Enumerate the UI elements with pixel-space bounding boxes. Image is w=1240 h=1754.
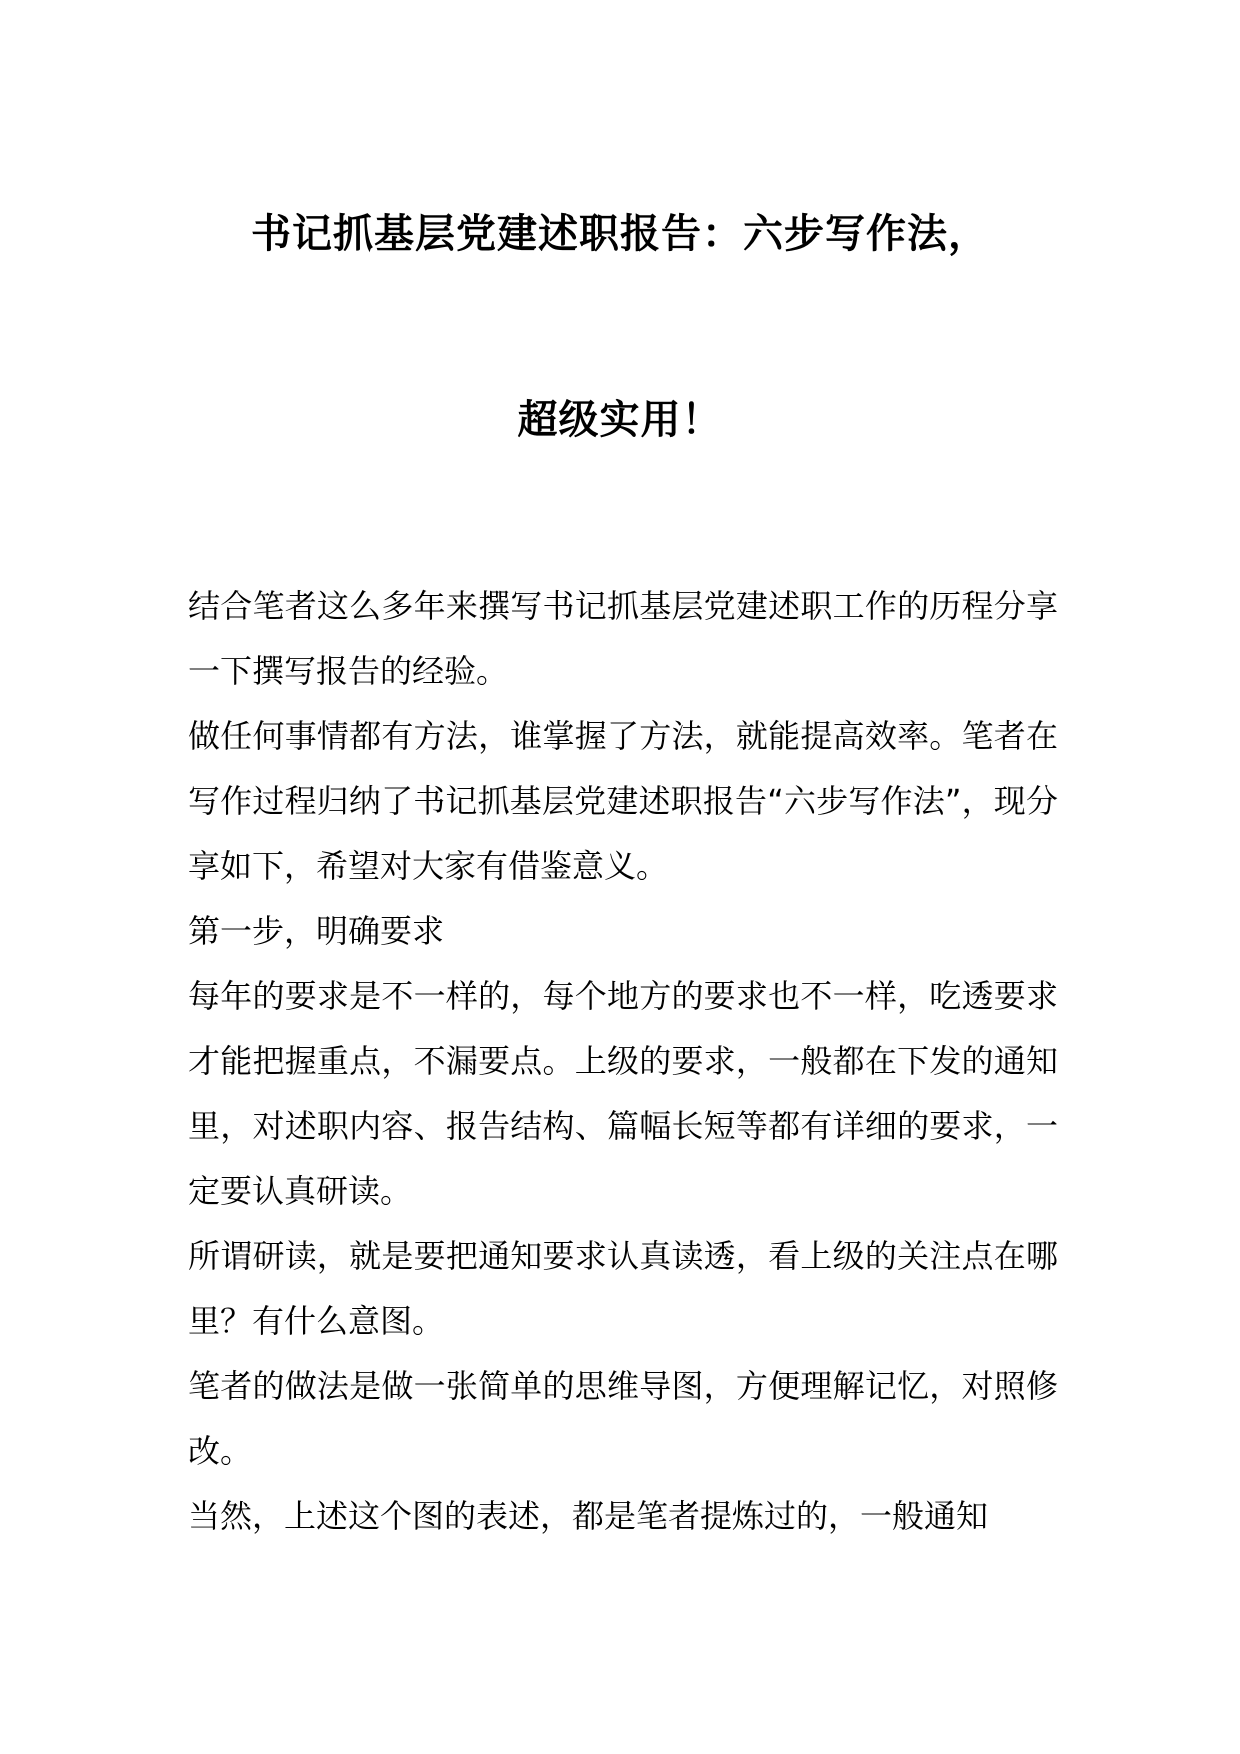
document-title-line-1: 书记抓基层党建述职报告：六步写作法，: [251, 211, 989, 257]
paragraph-refined: 当然，上述这个图的表述，都是笔者提炼过的，一般通知: [188, 1497, 989, 1535]
paragraph-intro: 结合笔者这么多年来撰写书记抓基层党建述职工作的历程分享一下撰写报告的经验。: [188, 587, 1058, 690]
document-body: [188, 574, 1058, 1549]
paragraph-study: 所谓研读，就是要把通知要求认真读透，看上级的关注点在哪里？有什么意图。: [188, 1237, 1058, 1340]
paragraph-method: 做任何事情都有方法，谁掌握了方法，就能提高效率。笔者在写作过程归纳了书记抓基层党建述职报告“六步写作法”，现分享如下，希望对大家有借鉴意义。: [188, 717, 1058, 885]
paragraph-step-one-heading: 第一步，明确要求: [188, 912, 445, 950]
paragraph-mind-map: 笔者的做法是做一张简单的思维导图，方便理解记忆，对照修改。: [188, 1367, 1058, 1470]
paragraph-requirements: 每年的要求是不一样的，每个地方的要求也不一样，吃透要求才能把握重点，不漏要点。上级的要求，一般都在下发的通知里，对述职内容、报告结构、篇幅长短等都有详细的要求，一定要认真研读。: [188, 977, 1058, 1210]
document-title-line-2: 超级实用！: [517, 397, 723, 443]
